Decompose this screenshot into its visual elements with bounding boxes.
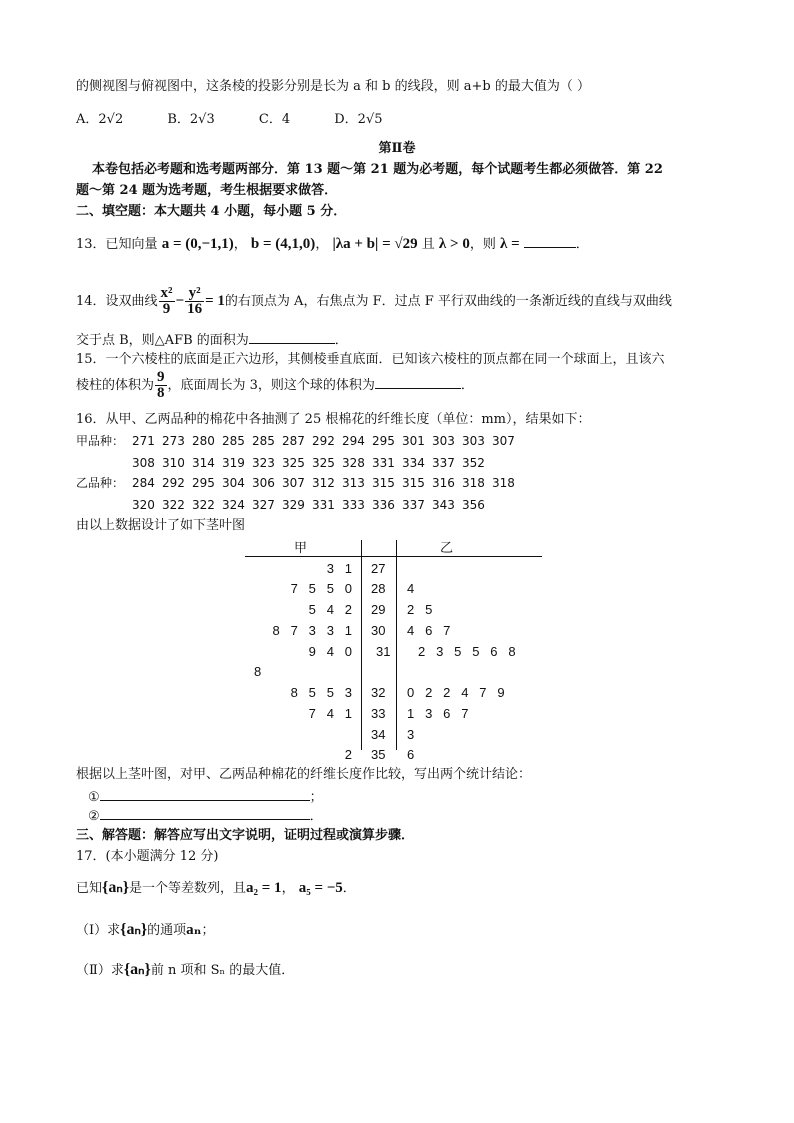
stem-leaf-left: 8 7 3 3 1 bbox=[272, 623, 352, 638]
stem-leaf-left: 7 4 1 bbox=[308, 706, 352, 721]
q14-frac-x: $\frac{\text{x²}}{9}$ bbox=[160, 285, 173, 317]
stem-leaf-right: 4 6 7 bbox=[407, 623, 451, 638]
yi-value: 356 bbox=[462, 498, 485, 512]
yi-value: 313 bbox=[342, 476, 365, 490]
jia-value: 310 bbox=[162, 456, 185, 470]
q17-part-1: （Ⅰ）求{aₙ}的通项aₙ； bbox=[76, 921, 215, 938]
yi-value: 322 bbox=[192, 498, 215, 512]
yi-value: 284 bbox=[132, 476, 155, 490]
q16-conclusion-2: ② ． bbox=[88, 806, 323, 826]
jia-value: 292 bbox=[312, 434, 335, 448]
q13-mid: 且 bbox=[421, 237, 435, 252]
yi-value: 322 bbox=[162, 498, 185, 512]
jia-value: 334 bbox=[402, 456, 425, 470]
q12-intro: 的侧视图与俯视图中，这条棱的投影分别是长为 a 和 b 的线段，则 a+b 的最大值为（ ） bbox=[76, 79, 590, 94]
jia-value: 294 bbox=[342, 434, 365, 448]
stem-leaf-right: 6 bbox=[407, 747, 415, 762]
stem-leaf-right: 2 5 bbox=[407, 602, 433, 617]
q14-eq: = 1 bbox=[205, 293, 225, 309]
q15-text-2a: 棱柱的体积为 bbox=[76, 378, 155, 393]
stem-leaf-divider-right bbox=[396, 540, 397, 750]
q16-ask: 根据以上茎叶图，对甲、乙两品种棉花的纤维长度作比较，写出两个统计结论： bbox=[76, 767, 532, 782]
stem-value: 30 bbox=[371, 623, 386, 638]
q14-minus: − bbox=[175, 293, 185, 309]
yi-value: 318 bbox=[492, 476, 515, 490]
part2-desc-2: 题～第 24 题为选考题，考生根据要求做答． bbox=[76, 183, 338, 198]
jia-value: 325 bbox=[282, 456, 305, 470]
option-c: C．4 bbox=[258, 112, 291, 127]
jia-value: 319 bbox=[222, 456, 245, 470]
q14-answer-blank[interactable] bbox=[249, 330, 335, 344]
q14-text-1: 的右顶点为 A，右焦点为 F．过点 F 平行双曲线的一条渐近线的直线与双曲线 bbox=[224, 294, 672, 309]
jia-value: 285 bbox=[252, 434, 275, 448]
yi-value: 315 bbox=[372, 476, 395, 490]
q16-jia-row-1 bbox=[76, 432, 522, 450]
section-fill-title: 二、填空题：本大题共 4 小题，每小题 5 分． bbox=[76, 204, 347, 219]
yi-value: 318 bbox=[462, 476, 485, 490]
yi-value: 315 bbox=[402, 476, 425, 490]
stem-leaf-right: 2 3 5 5 6 8 bbox=[418, 644, 516, 659]
q16-text-1: 16．从甲、乙两品种的棉花中各抽测了 25 根棉花的纤维长度（单位：mm），结果如下： bbox=[76, 412, 591, 427]
option-b: B．2√3 bbox=[167, 112, 215, 127]
yi-value: 316 bbox=[432, 476, 455, 490]
q16-yi-row-2 bbox=[76, 496, 492, 514]
jia-value: 328 bbox=[342, 456, 365, 470]
stem-leaf-left: 5 4 2 bbox=[308, 602, 352, 617]
jia-value: 273 bbox=[162, 434, 185, 448]
yi-value: 307 bbox=[282, 476, 305, 490]
jia-value: 337 bbox=[432, 456, 455, 470]
section-solve-title: 三、解答题：解答应写出文字说明，证明过程或演算步骤． bbox=[76, 828, 415, 843]
jia-value: 323 bbox=[252, 456, 275, 470]
q17-seq: {aₙ} bbox=[102, 879, 129, 896]
q14-frac-y: $\frac{\text{y²}}{16}$ bbox=[187, 285, 203, 317]
part2-title: 第Ⅱ卷 bbox=[378, 141, 416, 156]
q16-jia-label: 甲品种： bbox=[76, 434, 125, 448]
yi-value: 337 bbox=[402, 498, 425, 512]
jia-value: 285 bbox=[222, 434, 245, 448]
stem-leaf-right: 3 bbox=[407, 727, 415, 742]
yi-value: 331 bbox=[312, 498, 335, 512]
stem-wrap-leaf: 8 bbox=[254, 664, 262, 679]
q16-jia-row-2 bbox=[76, 454, 492, 472]
q14-text-2: 交于点 B，则△AFB 的面积为 bbox=[76, 333, 249, 348]
stem-leaf-right: 4 bbox=[407, 581, 415, 596]
yi-value: 327 bbox=[252, 498, 275, 512]
yi-value: 306 bbox=[252, 476, 275, 490]
jia-value: 308 bbox=[132, 456, 155, 470]
jia-value: 314 bbox=[192, 456, 215, 470]
jia-value: 280 bbox=[192, 434, 215, 448]
q15-frac-volume: $\frac{9}{8}$ bbox=[157, 369, 165, 401]
yi-value: 304 bbox=[222, 476, 245, 490]
stem-head-jia: 甲 bbox=[294, 540, 308, 555]
stem-value: 31 bbox=[376, 644, 391, 659]
stem-value: 32 bbox=[371, 685, 386, 700]
jia-value: 301 bbox=[402, 434, 425, 448]
q17-head: 17．(本小题满分 12 分) bbox=[76, 849, 219, 864]
stem-value: 29 bbox=[371, 602, 386, 617]
q15-line-2: 棱柱的体积为 $\frac{9}{8}$ ，底面周长为 3，则这个球的体积为 ． bbox=[76, 369, 474, 401]
q13-condition: |λa + b| = √29 bbox=[332, 236, 418, 252]
q17-a2: a₂ = 1 bbox=[246, 880, 282, 896]
q13: 13．已知向量 a = (0,−1,1)， b = (4,1,0)， |λa + b| = √29 且 λ > 0，则 λ = ． bbox=[76, 236, 589, 252]
stem-leaf-divider-left bbox=[361, 540, 362, 750]
stem-value: 28 bbox=[371, 581, 386, 596]
jia-value: 271 bbox=[132, 434, 155, 448]
stem-leaf-left: 2 bbox=[344, 747, 352, 762]
yi-value: 324 bbox=[222, 498, 245, 512]
q12-options bbox=[76, 111, 423, 129]
jia-value: 303 bbox=[432, 434, 455, 448]
stem-leaf-left: 7 5 5 0 bbox=[290, 581, 352, 596]
q17-given: 已知{aₙ}是一个等差数列，且a₂ = 1， a₅ = −5． bbox=[76, 879, 356, 896]
q13-ask: λ = bbox=[499, 236, 520, 252]
jia-value: 325 bbox=[312, 456, 335, 470]
q15-answer-blank[interactable] bbox=[375, 375, 461, 389]
option-a: A．2√2 bbox=[76, 112, 124, 127]
q17-an: aₙ bbox=[186, 922, 202, 938]
jia-value: 287 bbox=[282, 434, 305, 448]
q15-text-1: 15．一个六棱柱的底面是正六边形，其侧棱垂直底面．已知该六棱柱的顶点都在同一个球面上，且该六 bbox=[76, 352, 665, 367]
q16-yi-row-1 bbox=[76, 474, 522, 492]
yi-value: 295 bbox=[192, 476, 215, 490]
conclusion-1-blank[interactable] bbox=[100, 787, 310, 801]
q14-line-2: 交于点 B，则△AFB 的面积为 ． bbox=[76, 330, 348, 350]
q17-a5: a₅ = −5 bbox=[298, 880, 343, 896]
stem-leaf-right: 0 2 2 4 7 9 bbox=[407, 685, 505, 700]
jia-value: 307 bbox=[492, 434, 515, 448]
jia-value: 331 bbox=[372, 456, 395, 470]
yi-value: 333 bbox=[342, 498, 365, 512]
stem-value: 34 bbox=[371, 727, 386, 742]
q16-stem-intro: 由以上数据设计了如下茎叶图 bbox=[76, 518, 246, 533]
stem-leaf-left: 9 4 0 bbox=[308, 644, 352, 659]
stem-value: 27 bbox=[371, 561, 386, 576]
stem-head-yi: 乙 bbox=[440, 540, 454, 555]
q17-part-2: （Ⅱ）求{aₙ}前 n 项和 Sₙ 的最大值． bbox=[76, 961, 295, 978]
q14-line-1 bbox=[76, 284, 672, 319]
q13-lambda-pos: λ > 0 bbox=[438, 236, 470, 252]
jia-value: 295 bbox=[372, 434, 395, 448]
yi-value: 320 bbox=[132, 498, 155, 512]
q16-yi-label: 乙品种： bbox=[76, 476, 125, 490]
conclusion-2-blank[interactable] bbox=[100, 806, 310, 820]
yi-value: 343 bbox=[432, 498, 455, 512]
q14-prefix: 14．设双曲线 bbox=[76, 294, 158, 309]
option-d: D．2√5 bbox=[334, 112, 383, 127]
q13-vector-b: b = (4,1,0) bbox=[250, 236, 316, 252]
q13-prefix: 13．已知向量 bbox=[76, 237, 158, 252]
yi-value: 312 bbox=[312, 476, 335, 490]
yi-value: 329 bbox=[282, 498, 305, 512]
stem-leaf-left: 8 5 5 3 bbox=[290, 685, 352, 700]
jia-value: 303 bbox=[462, 434, 485, 448]
yi-value: 336 bbox=[372, 498, 395, 512]
q16-conclusion-1: ① ； bbox=[88, 787, 323, 807]
jia-value: 352 bbox=[462, 456, 485, 470]
stem-value: 35 bbox=[371, 747, 386, 762]
q13-tail: ，则 bbox=[469, 237, 496, 252]
q15-text-2b: ，底面周长为 3，则这个球的体积为 bbox=[167, 378, 375, 393]
yi-value: 292 bbox=[162, 476, 185, 490]
stem-leaf-header-line bbox=[245, 556, 542, 557]
q13-vector-a: a = (0,−1,1) bbox=[161, 236, 234, 252]
q13-answer-blank[interactable] bbox=[524, 234, 576, 248]
stem-leaf-right: 1 3 6 7 bbox=[407, 706, 469, 721]
stem-leaf-left: 3 1 bbox=[326, 561, 352, 576]
stem-value: 33 bbox=[371, 706, 386, 721]
part2-desc-1: 本卷包括必考题和选考题两部分．第 13 题～第 21 题为必考题，每个试题考生都必须做答．第 22 bbox=[92, 162, 663, 177]
